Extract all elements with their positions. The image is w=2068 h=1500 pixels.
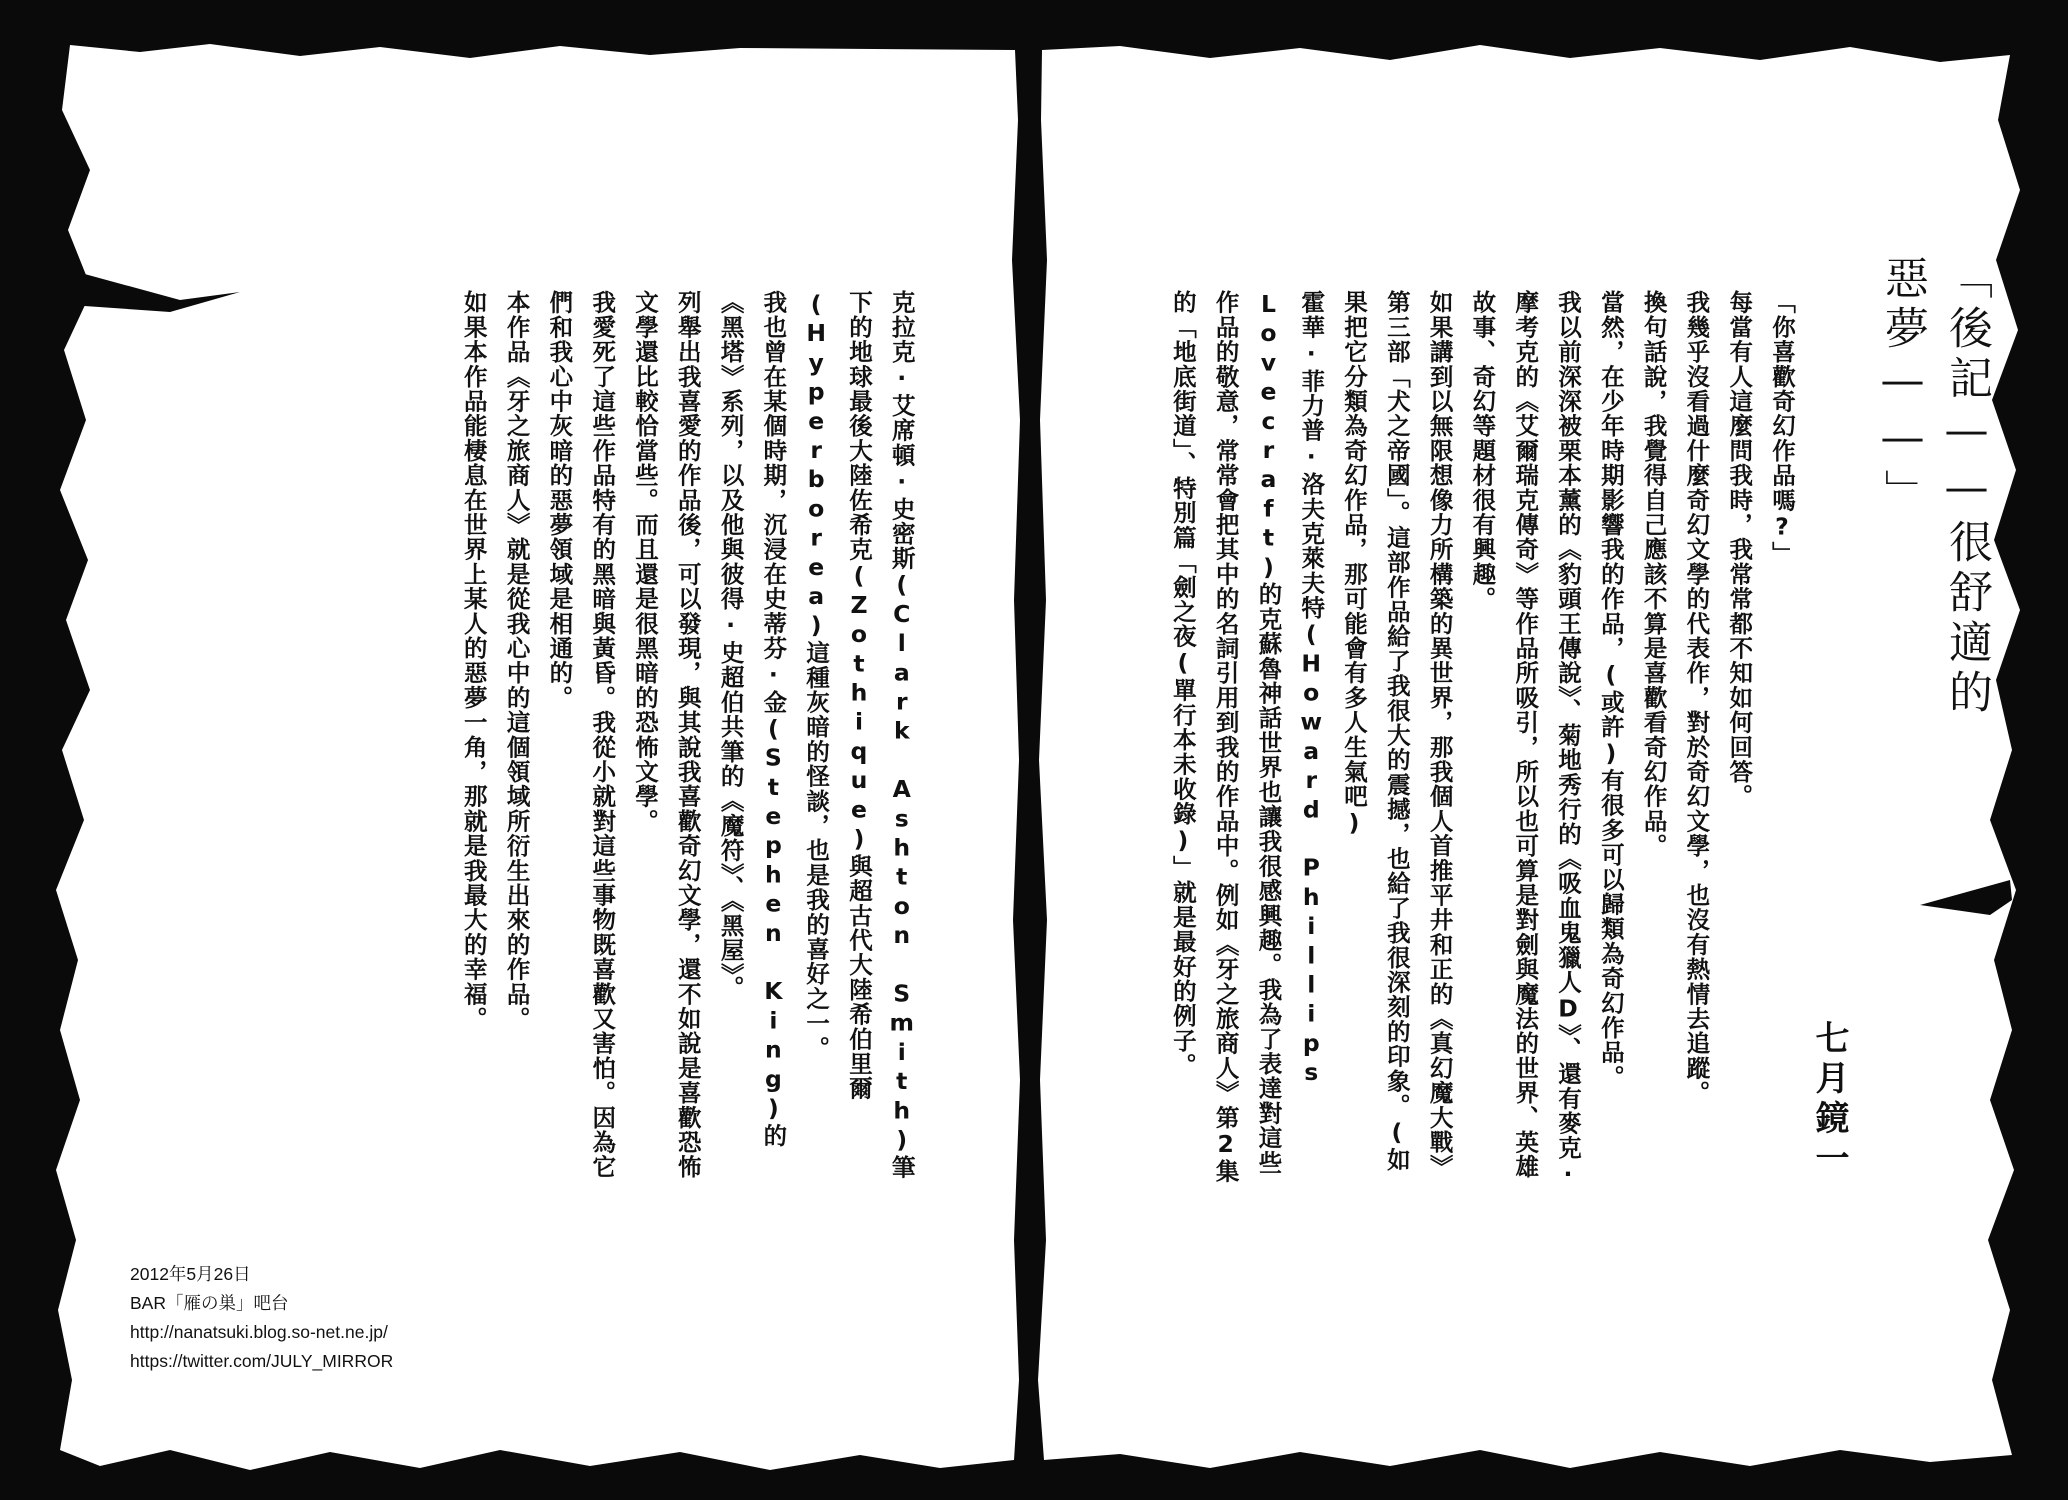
afterword-title: 「後記——很舒適的惡夢——」 [1877,255,1992,719]
left-page-body [452,290,923,1190]
paragraph: 當然，在少年時期影響我的作品，(或許)有很多可以歸類為奇幻作品。 [1596,290,1625,1090]
paragraph: 我幾乎沒看過什麼奇幻文學的代表作，對於奇幻文學，也沒有熱情去追蹤。 [1682,290,1711,1106]
twitter-url-text: https://twitter.com/JULY_MIRROR [130,1351,394,1371]
paragraph: 「你喜歡奇幻作品嗎?」 [1768,290,1796,567]
paragraph: 我愛死了這些作品特有的黑暗與黃昏。我從小就對這些事物既喜歡又害怕。因為它們和我心中灰暗的惡夢領域是相通的。 [545,290,617,1180]
blog-url-text: http://nanatsuki.blog.so-net.ne.jp/ [130,1322,388,1342]
paragraph: 本作品《牙之旅商人》就是從我心中的這個領域所衍生出來的作品。 [502,290,531,1031]
paragraph: 如果講到以無限想像力所構築的異世界，那我個人首推平井和正的《真幻魔大戰》第三部「犬之帝國」。這部作品給了我很大的震撼，也給了我很深刻的印象。(如果把它分類為奇幻作品，那可能會有多人生氣吧) [1340,290,1454,1180]
author-info-footer [130,1260,393,1376]
paragraph: 我以前深深被栗本薰的《豹頭王傳說》、菊地秀行的《吸血鬼獵人D》、還有麥克·摩考克的《艾爾瑞克傳奇》等作品所吸引，所以也可算是對劍與魔法的世界、英雄故事、奇幻等題材很有興趣。 [1468,290,1583,1190]
date-text: 2012年5月26日 [130,1264,251,1284]
paragraph: 克拉克·艾席頓·史密斯(Clark Ashton Smith)筆下的地球最後大陸佐希克(Zothique)與超古代大陸希伯里爾(Hyperborea)這種灰暗的怪談，也是我的喜好之一。 [802,290,916,1180]
paragraph: 列舉出我喜愛的作品後，可以發現，與其說我喜歡奇幻文學，還不如說是喜歡恐怖文學還比較恰當些。而且還是很黑暗的恐怖文學。 [630,290,702,1180]
paragraph: 如果本作品能棲息在世界上某人的惡夢一角，那就是我最大的幸福。 [459,290,488,1031]
paragraph: 霍華·菲力普·洛夫克萊夫特(Howard Phillips Lovecraft)的克蘇魯神話世界也讓我很感興趣。我為了表達對這些作品的敬意，常常會把其中的名詞引用到我的作品中。例如《牙之旅商人》第2集的「地底街道」、特別篇「劍之夜(單行本未收錄)」就是最好的例子。 [1168,290,1326,1184]
paragraph: 我也曾在某個時期，沉浸在史蒂芬·金(Stephen King)的《黑塔》系列，以及他與彼得·史超伯共筆的《魔符》、《黑屋》。 [716,290,788,1148]
paragraph: 每當有人這麼問我時，我常常都不知如何回答。 [1725,290,1754,809]
bar-name-text: BAR「雁の巣」吧台 [130,1293,289,1313]
right-page-body [1161,290,1803,1190]
author-name: 七月鏡一 [1809,1020,1849,1180]
paragraph: 換句話說，我覺得自己應該不算是喜歡看奇幻作品。 [1639,290,1668,859]
